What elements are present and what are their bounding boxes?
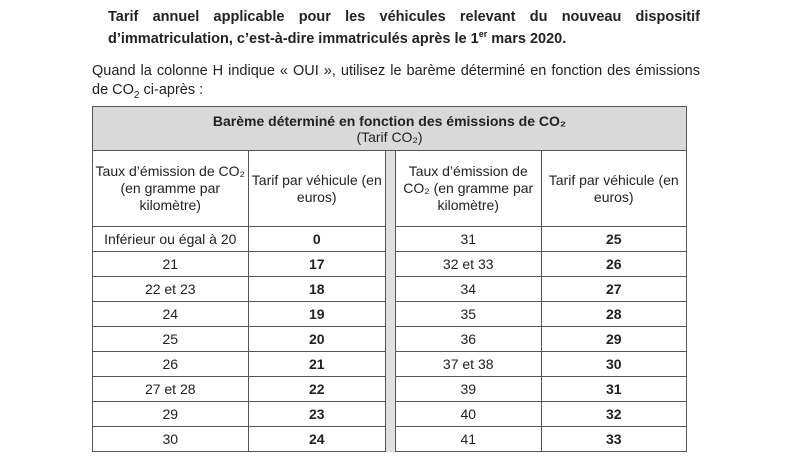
- emission-cell: 26: [93, 352, 249, 377]
- emission-cell: 29: [93, 402, 249, 427]
- tarif-cell: 26: [541, 252, 687, 277]
- column-gap: [386, 377, 396, 402]
- emission-cell: 35: [395, 302, 541, 327]
- column-gap: [386, 427, 396, 452]
- emission-cell: 41: [395, 427, 541, 452]
- tarif-cell: 17: [248, 252, 386, 277]
- intro-paragraph: Quand la colonne H indique « OUI », utilisez le barème déterminé en fonction des émissions de $CO_2$ ci-après :: [92, 63, 700, 101]
- column-gap: [386, 302, 396, 327]
- table-row: [93, 277, 687, 302]
- column-gap: [386, 352, 396, 377]
- emission-cell: Inférieur ou égal à 20: [93, 227, 249, 252]
- tarif-cell: 23: [248, 402, 386, 427]
- emission-cell: 37 et 38: [395, 352, 541, 377]
- table-row: [93, 427, 687, 452]
- table-row: [93, 252, 687, 277]
- col-header-emission-right: Taux d’émission de CO₂ (en gramme par kilomètre): [395, 151, 541, 227]
- column-gap: [386, 277, 396, 302]
- tarif-cell: 21: [248, 352, 386, 377]
- emission-cell: 40: [395, 402, 541, 427]
- col-header-tarif-right: Tarif par véhicule (en euros): [541, 151, 687, 227]
- tarif-cell: 22: [248, 377, 386, 402]
- col-header-emission-left: Taux d’émission de CO₂ (en gramme par kilomètre): [93, 151, 249, 227]
- emission-cell: 25: [93, 327, 249, 352]
- tarif-cell: 27: [541, 277, 687, 302]
- column-gap: [386, 327, 396, 352]
- tarif-cell: 18: [248, 277, 386, 302]
- table-title: Barème déterminé en fonction des émissions de CO₂: [212, 112, 567, 129]
- intro-heading: Tarif annuel applicable pour les véhicules relevant du nouveau dispositif d’immatriculation, c’est-à-dire immatriculés après le 1er mars 2020.: [108, 9, 700, 47]
- table-row: [93, 377, 687, 402]
- tarif-cell: 25: [541, 227, 687, 252]
- emission-cell: 39: [395, 377, 541, 402]
- tarif-cell: 31: [541, 377, 687, 402]
- emission-cell: 22 et 23: [93, 277, 249, 302]
- emission-cell: 27 et 28: [93, 377, 249, 402]
- co2-tariff-table: [92, 106, 687, 452]
- table-caption: [93, 107, 687, 151]
- tarif-cell: 32: [541, 402, 687, 427]
- tarif-cell: 0: [248, 227, 386, 252]
- tarif-cell: 20: [248, 327, 386, 352]
- table-row: [93, 327, 687, 352]
- col-header-tarif-left: Tarif par véhicule (en euros): [248, 151, 386, 227]
- column-gap: [386, 402, 396, 427]
- table-row: [93, 352, 687, 377]
- table-subtitle: (Tarif CO₂): [356, 128, 423, 145]
- table-row: [93, 302, 687, 327]
- emission-cell: 36: [395, 327, 541, 352]
- tarif-cell: 24: [248, 427, 386, 452]
- tarif-cell: 19: [248, 302, 386, 327]
- emission-cell: 32 et 33: [395, 252, 541, 277]
- emission-cell: 24: [93, 302, 249, 327]
- table-body: [93, 227, 687, 452]
- column-gap: [386, 227, 396, 252]
- emission-cell: 21: [93, 252, 249, 277]
- tarif-cell: 33: [541, 427, 687, 452]
- emission-cell: 30: [93, 427, 249, 452]
- emission-cell: 34: [395, 277, 541, 302]
- tarif-cell: 30: [541, 352, 687, 377]
- column-gap: [386, 252, 396, 277]
- table-row: [93, 402, 687, 427]
- tarif-cell: 28: [541, 302, 687, 327]
- emission-cell: 31: [395, 227, 541, 252]
- table-row: [93, 227, 687, 252]
- column-gap: [386, 151, 396, 227]
- tarif-cell: 29: [541, 327, 687, 352]
